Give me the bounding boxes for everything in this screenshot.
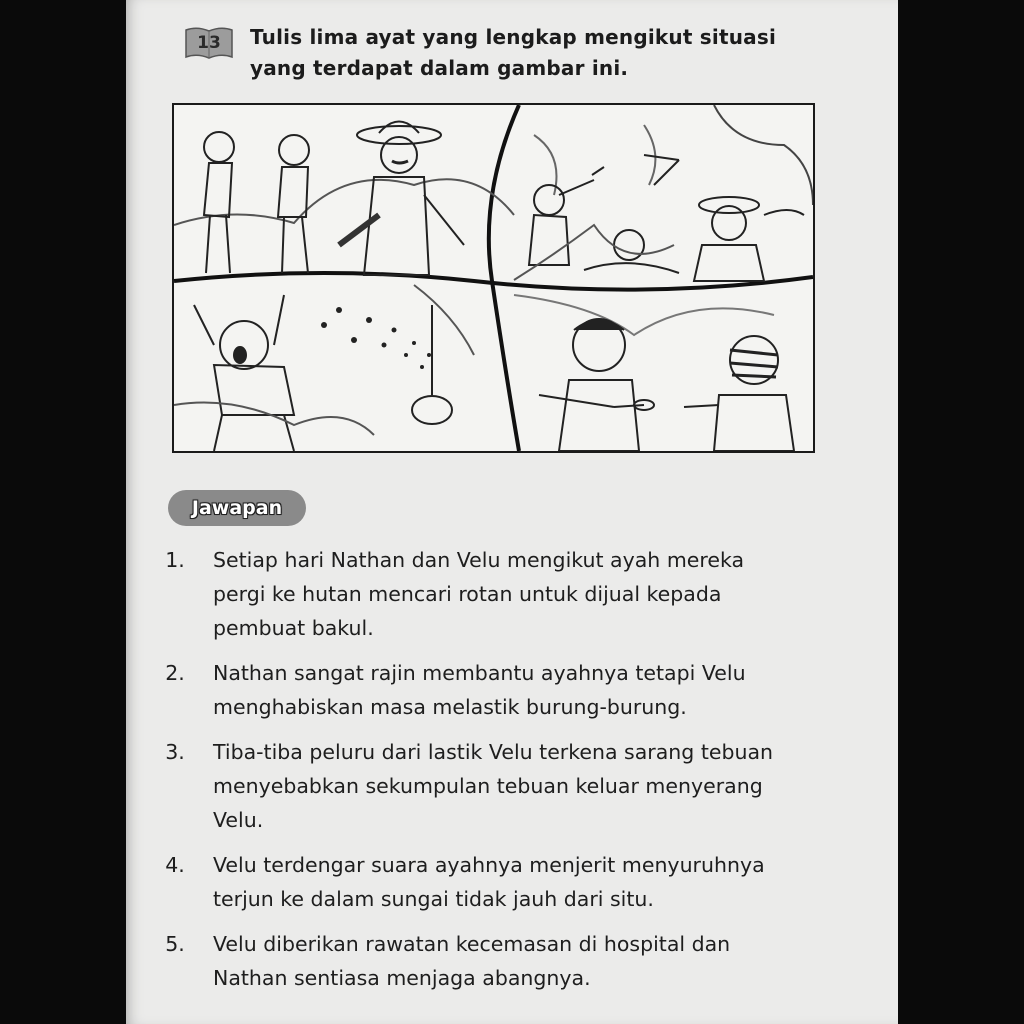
answer-line: Tiba-tiba peluru dari lastik Velu terkena sarang tebuan <box>213 740 774 764</box>
answer-item <box>155 927 825 995</box>
answer-line: Nathan sentiasa menjaga abangnya. <box>213 966 591 990</box>
question-number-badge <box>184 26 234 60</box>
answer-section-label: Jawapan <box>191 497 283 519</box>
illustration-drawing <box>174 105 813 451</box>
prompt-line: Tulis lima ayat yang lengkap mengikut situasi <box>250 25 777 49</box>
answer-line: Velu. <box>213 808 264 832</box>
prompt-line: yang terdapat dalam gambar ini. <box>250 56 629 80</box>
answer-number: 3. <box>165 740 185 764</box>
answer-line: menghabiskan masa melastik burung-burung. <box>213 695 687 719</box>
comic-illustration <box>172 103 815 453</box>
answer-line: pembuat bakul. <box>213 616 374 640</box>
answer-number: 5. <box>165 932 185 956</box>
question-prompt <box>250 22 825 84</box>
answer-list <box>155 543 825 1006</box>
answer-line: Nathan sangat rajin membantu ayahnya tetapi Velu <box>213 661 746 685</box>
panel-bottom-right <box>514 295 794 451</box>
answer-number: 2. <box>165 661 185 685</box>
answer-line: Setiap hari Nathan dan Velu mengikut ayah mereka <box>213 548 745 572</box>
panel-top-right <box>514 105 813 281</box>
answer-line: terjun ke dalam sungai tidak jauh dari situ. <box>213 887 654 911</box>
question-number: 13 <box>197 33 221 53</box>
panel-top-left <box>174 122 514 276</box>
answer-number: 4. <box>165 853 185 877</box>
answer-item <box>155 656 825 724</box>
answer-line: Velu diberikan rawatan kecemasan di hospital dan <box>213 932 731 956</box>
panel-bottom-left <box>174 285 474 451</box>
answer-item <box>155 543 825 645</box>
answer-section-badge <box>168 490 306 526</box>
answer-item <box>155 848 825 916</box>
answer-line: pergi ke hutan mencari rotan untuk dijual kepada <box>213 582 722 606</box>
answer-number: 1. <box>165 548 185 572</box>
answer-line: menyebabkan sekumpulan tebuan keluar menyerang <box>213 774 763 798</box>
answer-item <box>155 735 825 837</box>
answer-line: Velu terdengar suara ayahnya menjerit menyuruhnya <box>213 853 765 877</box>
